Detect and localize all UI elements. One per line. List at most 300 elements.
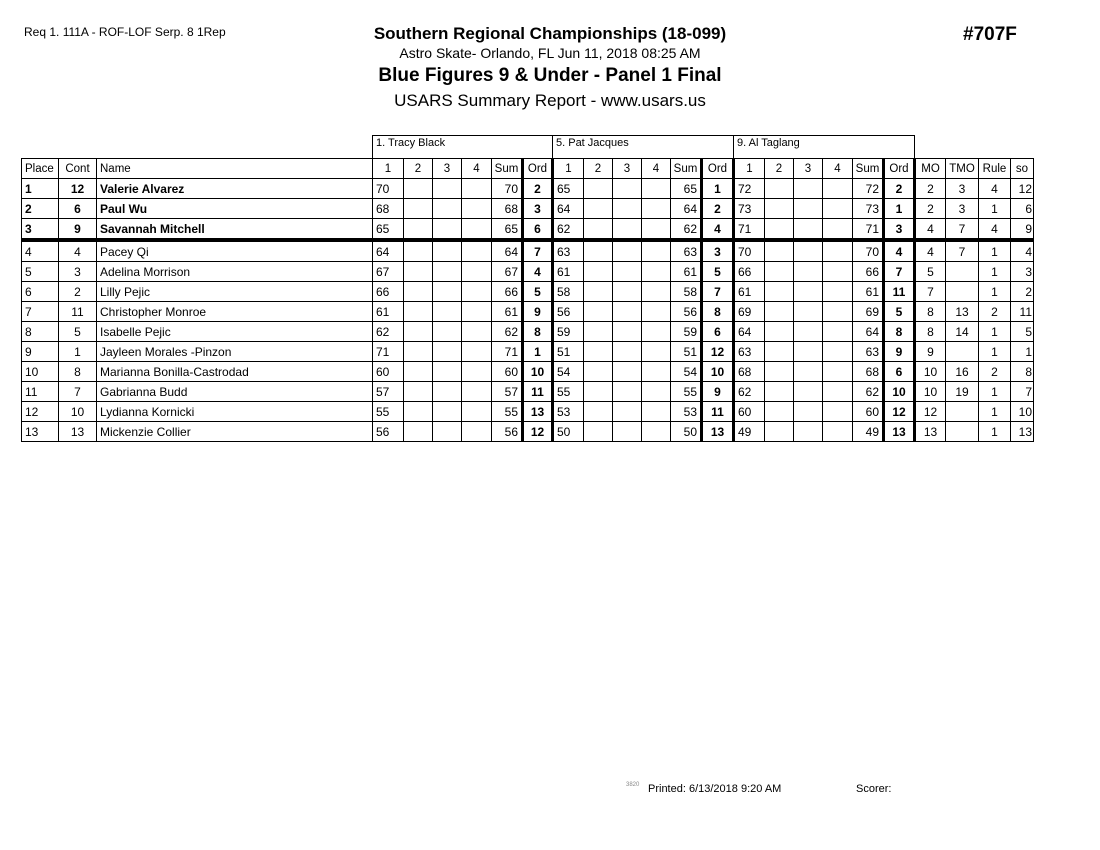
score-cell <box>433 422 462 442</box>
rule-cell: 1 <box>979 422 1011 442</box>
so-cell: 11 <box>1011 302 1034 322</box>
footer-code: 3820 <box>626 782 640 788</box>
mo-cell: 4 <box>915 219 946 241</box>
judge-name: 5. Pat Jacques <box>553 136 734 159</box>
sum-cell: 64 <box>671 199 702 219</box>
ordinal-cell: 5 <box>884 302 915 322</box>
score-cell <box>584 179 613 199</box>
mo-cell: 2 <box>915 179 946 199</box>
score-cell <box>613 342 642 362</box>
score-cell <box>823 342 853 362</box>
rule-cell: 4 <box>979 219 1011 241</box>
score-cell <box>613 219 642 241</box>
rule-cell: 1 <box>979 282 1011 302</box>
sum-cell: 66 <box>853 262 884 282</box>
cont-cell: 8 <box>59 362 97 382</box>
ordinal-cell: 11 <box>884 282 915 302</box>
score-cell: 61 <box>373 302 404 322</box>
score-cell: 64 <box>553 199 584 219</box>
score-cell <box>642 382 671 402</box>
score-cell <box>794 342 823 362</box>
score-cell <box>794 282 823 302</box>
score-cell: 59 <box>553 322 584 342</box>
judge-name: 9. Al Taglang <box>734 136 915 159</box>
column-header-1: 1 <box>373 159 404 179</box>
score-cell <box>584 362 613 382</box>
ordinal-cell: 13 <box>702 422 734 442</box>
place-cell: 9 <box>22 342 59 362</box>
score-cell: 68 <box>734 362 765 382</box>
score-cell: 63 <box>734 342 765 362</box>
ordinal-cell: 13 <box>884 422 915 442</box>
report-title: USARS Summary Report - www.usars.us <box>394 91 706 110</box>
column-header-cont: Cont <box>59 159 97 179</box>
score-cell <box>404 240 433 262</box>
tmo-cell: 7 <box>946 219 979 241</box>
ordinal-cell: 2 <box>884 179 915 199</box>
score-cell: 51 <box>553 342 584 362</box>
ordinal-cell: 10 <box>523 362 553 382</box>
place-cell: 7 <box>22 302 59 322</box>
column-header-4: 4 <box>642 159 671 179</box>
score-cell: 73 <box>734 199 765 219</box>
skater-name: Isabelle Pejic <box>97 322 373 342</box>
column-header-4: 4 <box>823 159 853 179</box>
score-cell <box>794 362 823 382</box>
tmo-cell <box>946 262 979 282</box>
score-cell: 65 <box>553 179 584 199</box>
results-table <box>21 135 1034 442</box>
score-cell <box>433 240 462 262</box>
score-cell <box>765 362 794 382</box>
skater-name: Jayleen Morales -Pinzon <box>97 342 373 362</box>
score-cell <box>794 179 823 199</box>
table-row <box>22 422 1034 442</box>
table-row <box>22 342 1034 362</box>
ordinal-cell: 4 <box>884 240 915 262</box>
sum-cell: 64 <box>853 322 884 342</box>
sum-cell: 61 <box>853 282 884 302</box>
column-header-mo: MO <box>915 159 946 179</box>
ordinal-cell: 1 <box>702 179 734 199</box>
ordinal-cell: 8 <box>884 322 915 342</box>
event-code: #707F <box>963 24 1017 45</box>
ordinal-cell: 1 <box>884 199 915 219</box>
score-cell <box>462 302 492 322</box>
score-cell <box>462 322 492 342</box>
mo-cell: 2 <box>915 199 946 219</box>
printed-timestamp: Printed: 6/13/2018 9:20 AM <box>648 783 782 795</box>
rule-cell: 1 <box>979 240 1011 262</box>
column-header-name: Name <box>97 159 373 179</box>
so-cell: 6 <box>1011 199 1034 219</box>
score-cell <box>433 179 462 199</box>
rule-cell: 4 <box>979 179 1011 199</box>
column-header-ord: Ord <box>884 159 915 179</box>
blank-cell <box>915 136 1034 159</box>
score-cell <box>823 402 853 422</box>
sum-cell: 57 <box>492 382 523 402</box>
cont-cell: 3 <box>59 262 97 282</box>
sum-cell: 55 <box>671 382 702 402</box>
so-cell: 8 <box>1011 362 1034 382</box>
skater-name: Adelina Morrison <box>97 262 373 282</box>
score-cell <box>613 382 642 402</box>
event-title: Blue Figures 9 & Under - Panel 1 Final <box>378 65 722 86</box>
column-header-2: 2 <box>584 159 613 179</box>
mo-cell: 8 <box>915 322 946 342</box>
ordinal-cell: 4 <box>523 262 553 282</box>
score-cell <box>613 362 642 382</box>
score-cell <box>404 382 433 402</box>
score-cell: 70 <box>734 240 765 262</box>
score-cell <box>613 262 642 282</box>
score-cell <box>823 179 853 199</box>
judge-name: 1. Tracy Black <box>373 136 553 159</box>
cont-cell: 7 <box>59 382 97 402</box>
tmo-cell: 3 <box>946 199 979 219</box>
skater-name: Paul Wu <box>97 199 373 219</box>
ordinal-cell: 11 <box>702 402 734 422</box>
sum-cell: 67 <box>492 262 523 282</box>
score-cell <box>794 219 823 241</box>
score-cell: 71 <box>373 342 404 362</box>
score-cell: 61 <box>553 262 584 282</box>
score-cell: 61 <box>734 282 765 302</box>
cont-cell: 13 <box>59 422 97 442</box>
skater-name: Marianna Bonilla-Castrodad <box>97 362 373 382</box>
score-cell <box>584 302 613 322</box>
column-header-3: 3 <box>613 159 642 179</box>
score-cell <box>462 219 492 241</box>
skater-name: Lydianna Kornicki <box>97 402 373 422</box>
place-cell: 2 <box>22 199 59 219</box>
score-cell <box>584 282 613 302</box>
score-cell: 66 <box>734 262 765 282</box>
score-cell <box>433 199 462 219</box>
ordinal-cell: 3 <box>884 219 915 241</box>
score-cell: 55 <box>553 382 584 402</box>
rule-cell: 1 <box>979 342 1011 362</box>
blank-cell <box>59 136 97 159</box>
score-cell <box>823 322 853 342</box>
ordinal-cell: 1 <box>523 342 553 362</box>
sum-cell: 56 <box>671 302 702 322</box>
score-cell: 60 <box>734 402 765 422</box>
score-cell: 64 <box>373 240 404 262</box>
column-header-sum: Sum <box>853 159 884 179</box>
score-cell <box>613 240 642 262</box>
score-cell <box>404 262 433 282</box>
score-cell <box>433 282 462 302</box>
mo-cell: 8 <box>915 302 946 322</box>
rule-cell: 1 <box>979 322 1011 342</box>
column-header-sum: Sum <box>492 159 523 179</box>
sum-cell: 61 <box>492 302 523 322</box>
sum-cell: 68 <box>492 199 523 219</box>
scorer-label: Scorer: <box>856 783 892 795</box>
column-header-3: 3 <box>433 159 462 179</box>
score-cell: 72 <box>734 179 765 199</box>
header-row <box>22 159 1034 179</box>
requirement-label: Req 1. 111A - ROF-LOF Serp. 8 1Rep <box>24 25 226 39</box>
score-cell <box>584 219 613 241</box>
table-row <box>22 179 1034 199</box>
so-cell: 5 <box>1011 322 1034 342</box>
score-cell <box>404 179 433 199</box>
score-cell <box>642 402 671 422</box>
score-cell <box>462 240 492 262</box>
score-cell <box>404 402 433 422</box>
score-cell <box>462 422 492 442</box>
place-cell: 10 <box>22 362 59 382</box>
score-cell: 64 <box>734 322 765 342</box>
skater-name: Valerie Alvarez <box>97 179 373 199</box>
mo-cell: 10 <box>915 382 946 402</box>
so-cell: 2 <box>1011 282 1034 302</box>
place-cell: 1 <box>22 179 59 199</box>
ordinal-cell: 6 <box>702 322 734 342</box>
sum-cell: 56 <box>492 422 523 442</box>
blank-cell <box>22 136 59 159</box>
score-cell <box>404 342 433 362</box>
so-cell: 4 <box>1011 240 1034 262</box>
table-row <box>22 219 1034 241</box>
column-header-so: so <box>1011 159 1034 179</box>
score-cell <box>642 240 671 262</box>
ordinal-cell: 4 <box>702 219 734 241</box>
score-cell <box>642 302 671 322</box>
score-cell <box>433 402 462 422</box>
tmo-cell <box>946 342 979 362</box>
sum-cell: 55 <box>492 402 523 422</box>
sum-cell: 58 <box>671 282 702 302</box>
score-cell: 60 <box>373 362 404 382</box>
ordinal-cell: 7 <box>702 282 734 302</box>
ordinal-cell: 9 <box>523 302 553 322</box>
place-cell: 3 <box>22 219 59 241</box>
judges-row <box>22 136 1034 159</box>
sum-cell: 69 <box>853 302 884 322</box>
ordinal-cell: 2 <box>702 199 734 219</box>
place-cell: 6 <box>22 282 59 302</box>
score-cell <box>765 240 794 262</box>
score-cell <box>794 322 823 342</box>
score-cell <box>584 322 613 342</box>
score-cell <box>765 322 794 342</box>
score-cell <box>404 302 433 322</box>
score-cell <box>433 302 462 322</box>
sum-cell: 66 <box>492 282 523 302</box>
table-row <box>22 199 1034 219</box>
score-cell: 71 <box>734 219 765 241</box>
tmo-cell: 13 <box>946 302 979 322</box>
score-cell <box>823 199 853 219</box>
mo-cell: 10 <box>915 362 946 382</box>
cont-cell: 2 <box>59 282 97 302</box>
score-cell <box>404 322 433 342</box>
column-header-place: Place <box>22 159 59 179</box>
score-cell <box>462 342 492 362</box>
score-cell <box>404 362 433 382</box>
score-cell <box>404 422 433 442</box>
score-cell <box>613 302 642 322</box>
ordinal-cell: 3 <box>702 240 734 262</box>
table-row <box>22 282 1034 302</box>
score-cell <box>794 199 823 219</box>
ordinal-cell: 12 <box>884 402 915 422</box>
score-cell: 62 <box>553 219 584 241</box>
score-cell: 69 <box>734 302 765 322</box>
ordinal-cell: 10 <box>884 382 915 402</box>
so-cell: 10 <box>1011 402 1034 422</box>
score-cell <box>613 422 642 442</box>
sum-cell: 62 <box>853 382 884 402</box>
table-row <box>22 322 1034 342</box>
tmo-cell <box>946 402 979 422</box>
score-cell <box>823 240 853 262</box>
score-cell <box>765 302 794 322</box>
score-cell <box>765 382 794 402</box>
sum-cell: 60 <box>853 402 884 422</box>
score-cell: 50 <box>553 422 584 442</box>
score-cell <box>584 240 613 262</box>
score-cell <box>765 282 794 302</box>
column-header-2: 2 <box>765 159 794 179</box>
score-cell <box>642 342 671 362</box>
place-cell: 13 <box>22 422 59 442</box>
score-cell <box>765 179 794 199</box>
score-cell <box>765 342 794 362</box>
column-header-1: 1 <box>734 159 765 179</box>
ordinal-cell: 5 <box>702 262 734 282</box>
score-cell <box>462 282 492 302</box>
skater-name: Mickenzie Collier <box>97 422 373 442</box>
skater-name: Pacey Qi <box>97 240 373 262</box>
sum-cell: 61 <box>671 262 702 282</box>
table-row <box>22 382 1034 402</box>
mo-cell: 4 <box>915 240 946 262</box>
score-cell <box>642 179 671 199</box>
score-cell <box>404 282 433 302</box>
column-header-3: 3 <box>794 159 823 179</box>
score-cell: 49 <box>734 422 765 442</box>
score-cell <box>642 362 671 382</box>
sum-cell: 65 <box>671 179 702 199</box>
mo-cell: 12 <box>915 402 946 422</box>
ordinal-cell: 6 <box>884 362 915 382</box>
score-cell <box>433 262 462 282</box>
score-cell <box>642 199 671 219</box>
score-cell <box>462 402 492 422</box>
score-cell <box>642 422 671 442</box>
score-cell <box>433 219 462 241</box>
so-cell: 12 <box>1011 179 1034 199</box>
score-cell: 68 <box>373 199 404 219</box>
score-cell <box>765 402 794 422</box>
sum-cell: 68 <box>853 362 884 382</box>
ordinal-cell: 12 <box>702 342 734 362</box>
place-cell: 5 <box>22 262 59 282</box>
score-cell <box>794 302 823 322</box>
score-cell <box>433 362 462 382</box>
table-row <box>22 362 1034 382</box>
score-cell <box>765 199 794 219</box>
score-cell <box>823 262 853 282</box>
score-cell: 70 <box>373 179 404 199</box>
score-cell <box>584 342 613 362</box>
ordinal-cell: 7 <box>884 262 915 282</box>
cont-cell: 9 <box>59 219 97 241</box>
score-cell: 57 <box>373 382 404 402</box>
cont-cell: 12 <box>59 179 97 199</box>
sum-cell: 63 <box>671 240 702 262</box>
ordinal-cell: 8 <box>523 322 553 342</box>
score-cell <box>584 262 613 282</box>
score-cell <box>642 219 671 241</box>
table-row <box>22 302 1034 322</box>
score-cell <box>765 219 794 241</box>
table-row <box>22 402 1034 422</box>
sum-cell: 62 <box>671 219 702 241</box>
score-cell: 67 <box>373 262 404 282</box>
score-cell <box>462 362 492 382</box>
score-cell: 62 <box>373 322 404 342</box>
sum-cell: 72 <box>853 179 884 199</box>
ordinal-cell: 12 <box>523 422 553 442</box>
score-cell <box>462 382 492 402</box>
column-header-ord: Ord <box>523 159 553 179</box>
sum-cell: 63 <box>853 342 884 362</box>
ordinal-cell: 9 <box>884 342 915 362</box>
sum-cell: 71 <box>853 219 884 241</box>
mo-cell: 5 <box>915 262 946 282</box>
table-row <box>22 262 1034 282</box>
tmo-cell: 19 <box>946 382 979 402</box>
score-cell <box>584 382 613 402</box>
ordinal-cell: 8 <box>702 302 734 322</box>
rule-cell: 2 <box>979 362 1011 382</box>
score-cell <box>794 240 823 262</box>
score-cell <box>794 262 823 282</box>
sum-cell: 70 <box>492 179 523 199</box>
score-cell <box>462 199 492 219</box>
score-cell: 58 <box>553 282 584 302</box>
sum-cell: 50 <box>671 422 702 442</box>
cont-cell: 6 <box>59 199 97 219</box>
column-header-4: 4 <box>462 159 492 179</box>
skater-name: Lilly Pejic <box>97 282 373 302</box>
score-cell <box>823 302 853 322</box>
sum-cell: 49 <box>853 422 884 442</box>
cont-cell: 4 <box>59 240 97 262</box>
score-cell <box>613 402 642 422</box>
score-cell <box>823 362 853 382</box>
score-cell <box>584 402 613 422</box>
score-cell <box>433 342 462 362</box>
score-cell <box>794 382 823 402</box>
cont-cell: 11 <box>59 302 97 322</box>
ordinal-cell: 3 <box>523 199 553 219</box>
tmo-cell <box>946 422 979 442</box>
place-cell: 4 <box>22 240 59 262</box>
score-cell <box>404 219 433 241</box>
ordinal-cell: 9 <box>702 382 734 402</box>
rule-cell: 1 <box>979 382 1011 402</box>
place-cell: 8 <box>22 322 59 342</box>
score-cell <box>642 282 671 302</box>
sum-cell: 70 <box>853 240 884 262</box>
